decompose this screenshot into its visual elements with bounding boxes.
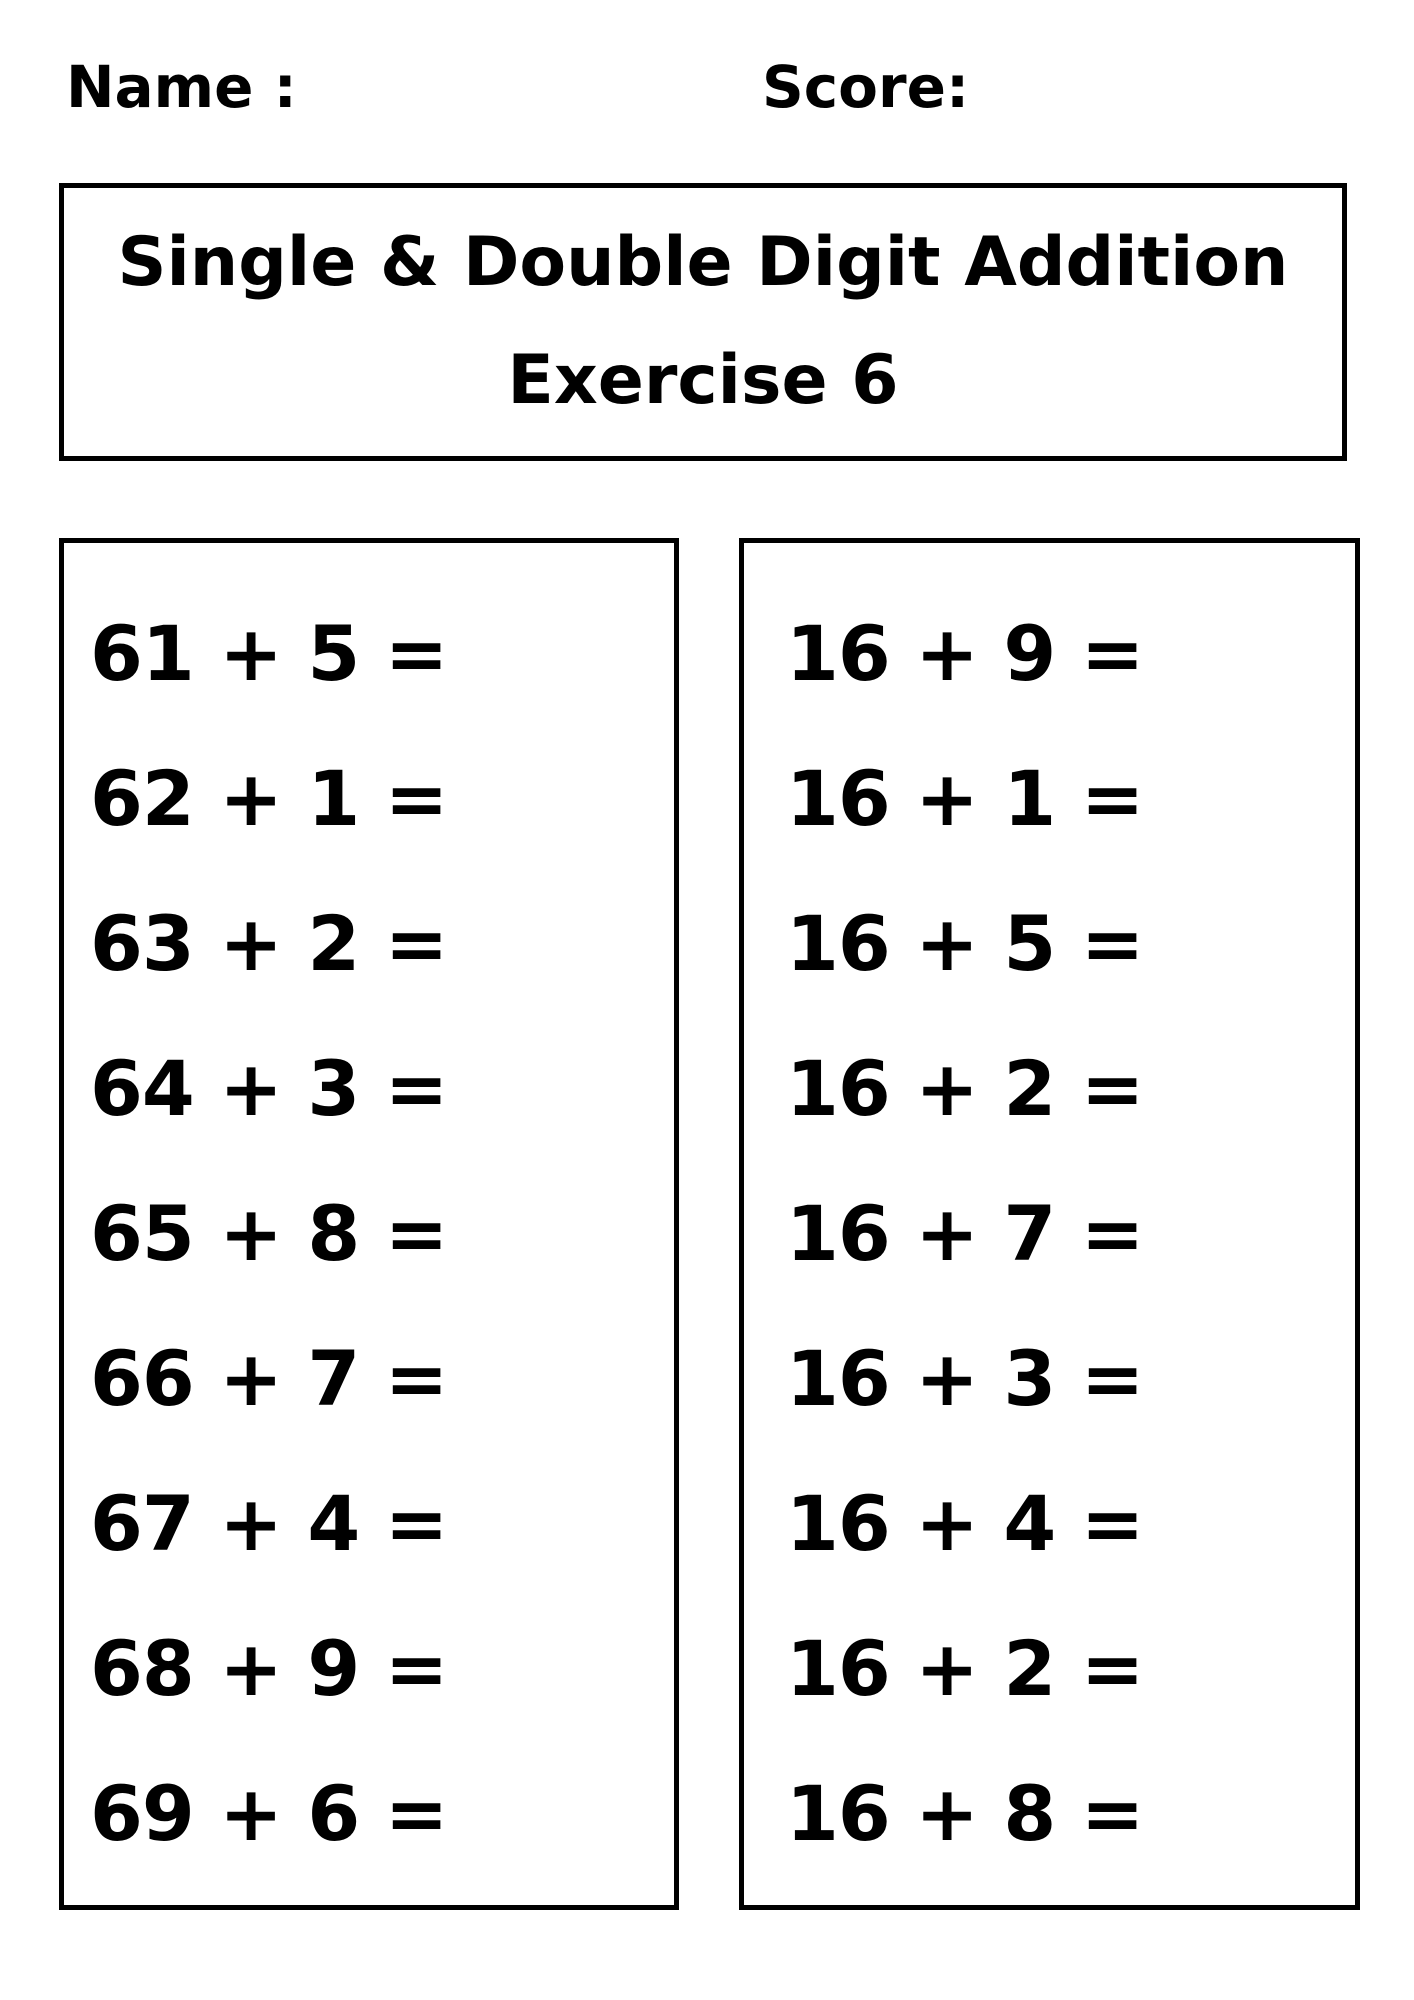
problem-item: 16 + 2 = xyxy=(786,1044,1144,1133)
score-label: Score: xyxy=(762,53,970,121)
problem-item: 67 + 4 = xyxy=(90,1479,448,1568)
problem-item: 64 + 3 = xyxy=(90,1044,448,1133)
right-problem-column xyxy=(739,538,1360,1910)
exercise-number: Exercise 6 xyxy=(507,341,899,420)
problem-item: 16 + 4 = xyxy=(786,1479,1144,1568)
problem-item: 16 + 1 = xyxy=(786,754,1144,843)
problem-item: 61 + 5 = xyxy=(90,609,448,698)
name-label: Name : xyxy=(66,53,297,121)
title-box xyxy=(59,183,1347,461)
problem-item: 62 + 1 = xyxy=(90,754,448,843)
left-problem-column xyxy=(59,538,679,1910)
problem-item: 63 + 2 = xyxy=(90,899,448,988)
problem-item: 16 + 5 = xyxy=(786,899,1144,988)
problem-item: 66 + 7 = xyxy=(90,1334,448,1423)
problem-item: 16 + 7 = xyxy=(786,1189,1144,1278)
problem-item: 16 + 3 = xyxy=(786,1334,1144,1423)
problem-item: 16 + 9 = xyxy=(786,609,1144,698)
problem-item: 68 + 9 = xyxy=(90,1624,448,1713)
problem-item: 65 + 8 = xyxy=(90,1189,448,1278)
problem-item: 16 + 8 = xyxy=(786,1769,1144,1858)
problem-item: 16 + 2 = xyxy=(786,1624,1144,1713)
worksheet-title: Single & Double Digit Addition xyxy=(117,223,1289,302)
problem-item: 69 + 6 = xyxy=(90,1769,448,1858)
